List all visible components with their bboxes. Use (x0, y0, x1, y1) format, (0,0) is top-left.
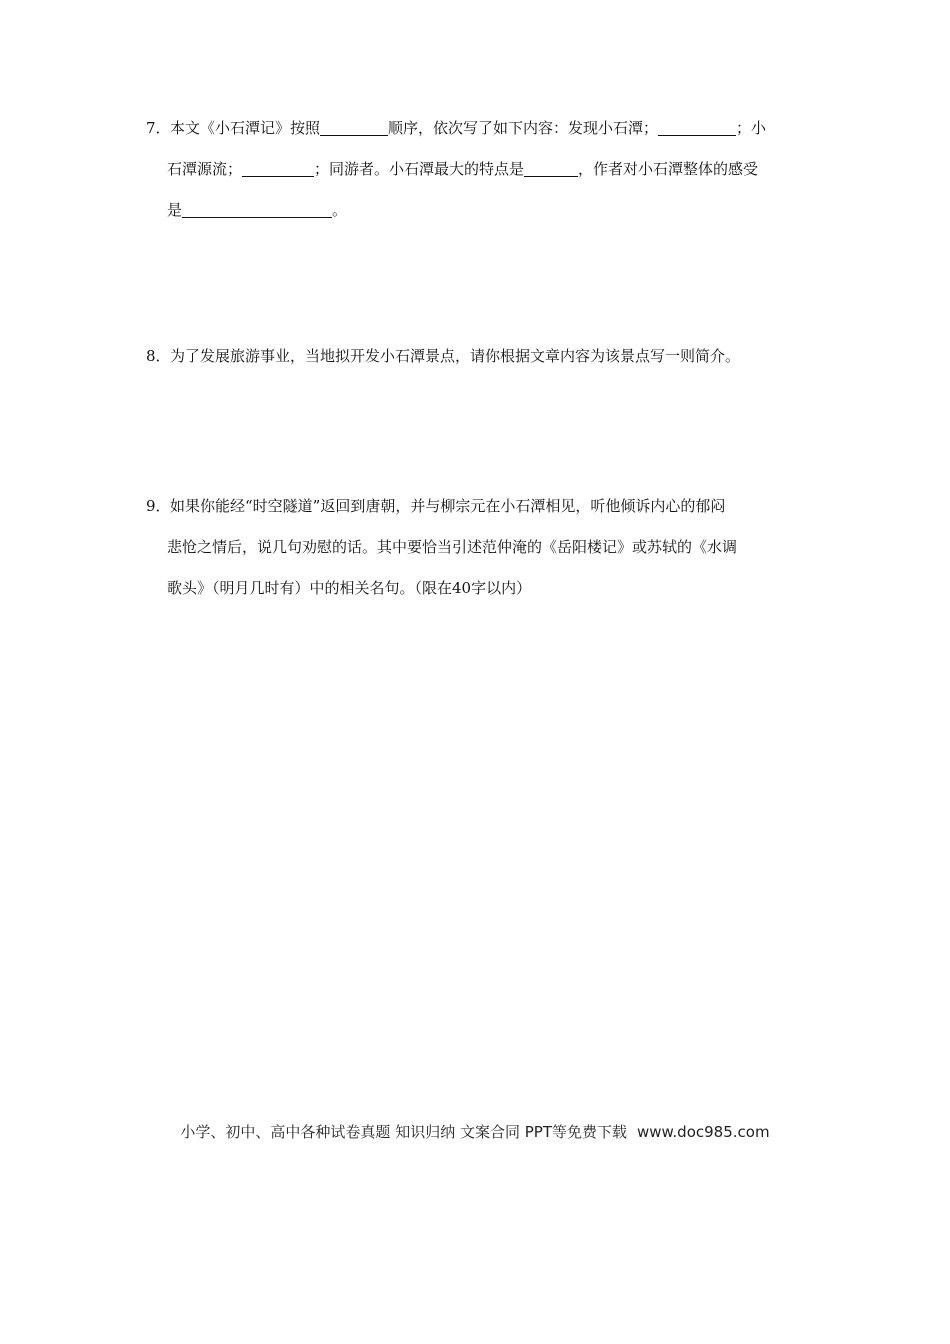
question-text: 顺序，依次写了如下内容：发现小石潭； (388, 119, 659, 137)
question-text: ，作者对小石潭整体的感受 (578, 160, 759, 178)
question-text: 是 (167, 201, 183, 219)
question-text: 为了发展旅游事业，当地拟开发小石潭景点，请你根据文章内容为该景点写一则简介。 (170, 347, 741, 365)
page-footer (0, 1120, 950, 1144)
question-7-line-3 (146, 190, 810, 231)
answer-blank[interactable] (242, 158, 314, 177)
question-7-line-1 (146, 108, 810, 149)
footer-link[interactable]: www.doc985.com (636, 1123, 770, 1141)
question-8 (146, 336, 810, 377)
question-text: 。 (332, 201, 348, 219)
question-text: ；小 (736, 119, 767, 137)
question-9-line-2: 悲怆之情后，说几句劝慰的话。其中要恰当引述范仲淹的《岳阳楼记》或苏轼的《水调 (167, 538, 738, 556)
footer-text: 小学、初中、高中各种试卷真题 知识归纳 文案合同 PPT等免费下载 (180, 1123, 627, 1141)
question-number: 9． (146, 497, 171, 515)
question-8-line-1 (146, 336, 810, 377)
question-9 (146, 486, 810, 609)
answer-blank[interactable] (658, 117, 736, 136)
question-text: 本文《小石潭记》按照 (170, 119, 321, 137)
question-text: 石潭源流； (167, 160, 243, 178)
question-text: ；同游者。小石潭最大的特点是 (314, 160, 525, 178)
question-7-line-2 (146, 149, 810, 190)
question-7 (146, 108, 810, 231)
question-9-line-1 (146, 486, 810, 527)
answer-blank[interactable] (182, 199, 332, 218)
question-text: 如果你能经“时空隧道”返回到唐朝，并与柳宗元在小石潭相见，听他倾诉内心的郁闷 (170, 497, 726, 515)
question-9-line-3: 歌头》（明月几时有）中的相关名句。（限在40字以内） (167, 579, 532, 597)
question-number: 8． (146, 347, 171, 365)
question-number: 7． (146, 119, 171, 137)
answer-blank[interactable] (524, 158, 578, 177)
answer-blank[interactable] (320, 117, 388, 136)
